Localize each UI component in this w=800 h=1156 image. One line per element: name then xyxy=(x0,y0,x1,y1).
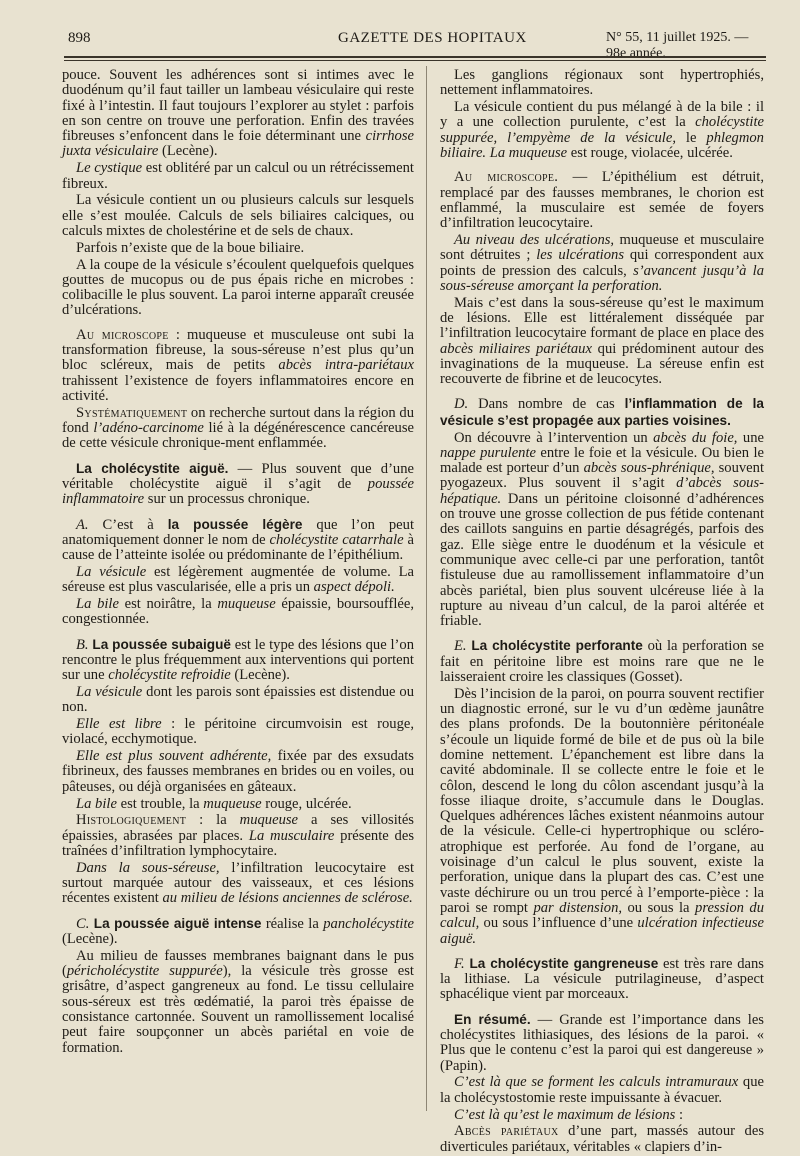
text-run: l’infiltration leucocytaire est surtout marquée autour des vaisseaux, et ces lésions récentes existent xyxy=(62,859,414,907)
text-run: Au niveau des ulcérations, xyxy=(454,231,615,248)
text-run: Mais c’est dans la sous-séreuse qu’est le maximum de lésions. Elle est littéralement disséquée par l’infiltration leucocytaire formant de place en place des xyxy=(440,294,764,342)
paragraph xyxy=(62,916,414,948)
text-run: une xyxy=(737,429,764,446)
text-run: d’abcès sous-hépatique. xyxy=(440,475,764,507)
text-run: (Lecène). xyxy=(230,667,290,684)
text-run: Parfois n’existe que de la boue biliaire. xyxy=(76,239,305,256)
paragraph xyxy=(440,1075,764,1106)
right-column xyxy=(440,68,764,1156)
header-rule-thin xyxy=(64,60,766,61)
text-run: F. xyxy=(454,955,465,972)
text-run: cirrhose juxta vésiculaire xyxy=(62,128,414,160)
paragraph xyxy=(62,258,414,319)
text-run: Dès l’incision de la paroi, on pourra souvent rectifier un diagnostic erroné, sur le vu d’un œdème jaunâtre des plans profonds. De la boutonnière péritonéale s’écoule un liquide formé de bile et de pus où la bile domine nettement. L’épanchement est libre dans la cavité abdominale. Il se collecte entre le foie et le côlon, descend le long du côlon ascendant jusqu’à la fosse iliaque droite, s’accumule dans le Douglas. Quelques adhérences lâches existent néanmoins autour de la vésicule. Celle-ci hypertrophique ou scléro-atrophique est perforée. Au fond de l’organe, au voisinage d’un calcul le plus souvent, existe la perforation, unique dans la plupart des cas. C’est une vaste déchirure ou un trou percé à l’emporte-pièce : la paroi se rompt xyxy=(440,685,764,916)
text-run: la poussée légère xyxy=(167,516,303,532)
text-run: On découvre à l’intervention un xyxy=(454,429,654,446)
text-run: est légèrement augmentée de volume. La séreuse est plus vascularisée, elle a pris un xyxy=(62,563,414,596)
paragraph xyxy=(440,638,764,685)
text-run: l’adéno-carcinome xyxy=(93,420,204,437)
header-rule xyxy=(64,56,766,58)
paragraph xyxy=(62,517,414,564)
text-run: trahissent l’existence de foyers inflammatoires encore en activité. xyxy=(62,372,414,404)
text-run: sur un processus chronique. xyxy=(144,491,310,508)
text-run: Abcès pariétaux xyxy=(454,1123,559,1140)
text-run: Le cystique xyxy=(76,160,143,177)
text-run: La cholécystite perforante xyxy=(471,638,643,654)
text-run: péricholécystite suppurée xyxy=(66,963,223,980)
text-run: muqueuse xyxy=(203,795,262,812)
text-run: : le péritoine circumvoisin est rouge, violacé, ecchymotique. xyxy=(62,716,415,748)
text-run: s’avancent jusqu’à la sous-séreuse amorçant la perforation. xyxy=(440,262,764,294)
text-run: (Lecène). xyxy=(62,930,118,947)
paragraph xyxy=(62,813,414,859)
text-run: muqueuse et musculaire sont détruites ; xyxy=(440,231,764,264)
text-run: . — L’épithélium est détruit, remplacé par des fausses membranes, le chorion est enflammé, la musculaire est semée de foyers d’infiltration leucocytaire. xyxy=(440,169,765,232)
text-run: cholécystite catarrhale xyxy=(269,531,404,548)
text-run: La cholécystite gangreneuse xyxy=(469,955,659,971)
text-run: La poussée subaiguë xyxy=(92,636,231,652)
text-run: abcès du foie, xyxy=(653,429,738,446)
paragraph xyxy=(62,193,414,239)
paragraph xyxy=(62,749,414,795)
text-run: pancholécystite xyxy=(323,915,414,932)
text-run: La cholécystite aiguë. xyxy=(76,460,229,476)
text-run: Dans un péritoine cloisonné d’adhérences on trouve une grosse collection de pus fétide contenant des caillots sanguins en partie désagrégés, parfois des gaz. Elle siège entre le duodénum et la vésicule et communique avec celle-ci par une perforation, tantôt fistuleuse due au ramollissement inflammatoire d’un abcès pariétal, bien plus souvent ulcéreuse liée à la rupture au niveau d’un calcul, de la paroi altérée et friable. xyxy=(440,490,764,630)
text-run: C. xyxy=(76,915,90,932)
text-run: muqueuse xyxy=(239,812,299,829)
text-run: La vésicule contient du pus mélangé à de la bile : il y a une collection purulente, c’est la xyxy=(440,99,764,131)
text-run: La vésicule contient un ou plusieurs calculs sur lesquels elle s’est moulée. Calculs de sels biliaires calciques, ou calculs mixtes de cholestérine et de sels de chaux. xyxy=(62,192,414,239)
paragraph xyxy=(62,68,414,160)
paragraph xyxy=(440,687,764,947)
text-run: C’est là qu’est le maximum de lésions xyxy=(454,1106,676,1123)
text-run: rouge, ulcérée. xyxy=(261,795,352,812)
paragraph xyxy=(62,597,414,628)
text-run: a ses villosités épaissies, abrasées par places. xyxy=(62,812,414,844)
text-run: Systématiquement xyxy=(76,404,188,421)
text-run: est oblitéré par un calcul ou un rétrécissement fibreux. xyxy=(62,160,414,192)
paragraph xyxy=(62,685,414,716)
text-run: muqueuse xyxy=(217,596,276,612)
paragraph xyxy=(440,1108,764,1123)
text-run: que la cholécystostomie reste impuissante à évacuer. xyxy=(440,1074,764,1106)
text-run: souvent pyogazeux. Plus souvent il s’agit xyxy=(440,460,764,492)
paragraph xyxy=(62,241,414,256)
text-run: dont les parois sont épaissies est distendue ou non. xyxy=(62,683,414,716)
text-run: réalise la xyxy=(261,915,324,932)
text-run: est trouble, la xyxy=(116,795,204,812)
text-run: : xyxy=(675,1106,684,1123)
text-run: Au milieu de fausses membranes baignant dans le pus ( xyxy=(62,947,414,980)
text-run: A. xyxy=(76,516,89,533)
text-run: l’inflammation de la vésicule s’est propagée aux parties voisines. xyxy=(440,396,764,428)
text-run: aspect dépoli. xyxy=(313,579,395,596)
paragraph xyxy=(440,1124,764,1155)
text-run: abcès intra-pariétaux xyxy=(278,357,414,374)
text-run: nappe purulente xyxy=(440,444,536,461)
page-header xyxy=(68,30,768,61)
text-run: d’une part, massés autour des diverticules pariétaux, véritables « clapiers d’in- xyxy=(440,1123,764,1155)
paragraph xyxy=(440,1012,764,1074)
text-run: Les ganglions régionaux sont hypertrophiés, nettement inflammatoires. xyxy=(440,67,764,99)
text-run: est noirâtre, la xyxy=(118,596,218,612)
text-run: abcès sous-phrénique, xyxy=(583,460,715,477)
text-run: B. xyxy=(76,636,89,653)
paragraph xyxy=(62,637,414,684)
text-run: on recherche surtout dans la région du fond xyxy=(62,404,414,437)
paragraph xyxy=(440,68,764,99)
text-run: La bile xyxy=(76,795,117,812)
paragraph xyxy=(62,161,414,192)
text-run: : la xyxy=(186,812,240,829)
text-run: A la coupe de la vésicule s’écoulent quelquefois quelques gouttes de mucopus ou de pus épais riche en microbes : colibacille le plus souvent. La paroi interne apparaît creusée d’ulcérations. xyxy=(62,256,414,319)
text-run: ), la vésicule très grosse est grisâtre, d’aspect gangreneux au fond. Le tissu cellulaire sous-séreux est très œdématié, la paroi très épaisse de consistance cartonnée. Souvent un ramollissement localisé peut faire soupçonner un abcès pariétal en voie de formation. xyxy=(62,963,414,1056)
text-run: — Plus souvent que d’une véritable cholécystite aiguë il s’agit de xyxy=(62,460,414,492)
text-run: ou sous l’influence d’une xyxy=(479,915,638,932)
issue-info: N° 55, 11 juillet 1925. — 98e année. xyxy=(606,30,749,61)
text-run xyxy=(497,130,507,146)
paragraph xyxy=(440,233,764,294)
paragraph xyxy=(62,565,414,596)
text-run: pression du calcul, xyxy=(440,899,765,932)
text-run: cholécystite suppurée, xyxy=(440,114,764,146)
text-run: E. xyxy=(454,638,467,655)
text-run: Histologiquement xyxy=(76,812,187,829)
text-run: La vésicule xyxy=(76,683,143,700)
text-run: Au microscope xyxy=(454,169,555,186)
paragraph xyxy=(62,949,414,1056)
paragraph xyxy=(440,956,764,1003)
paragraph xyxy=(62,861,414,907)
text-run: épaissie, boursoufflée, congestionnée. xyxy=(62,596,414,628)
text-run: que l’on peut anatomiquement donner le nom de xyxy=(62,516,415,548)
text-run: qui correspondent aux points de pression des calculs, xyxy=(440,247,764,279)
text-run: Elle est plus souvent adhérente, xyxy=(76,748,272,765)
text-run: — Grande est l’importance dans les cholécystites lithiasiques, des lésions de la paroi. « Plus que le contenu c’est la paroi qui est dangereuse » (Papin). xyxy=(440,1011,764,1074)
text-run: : muqueuse et musculeuse ont subi la transformation fibreuse, la sous-séreuse n’est plus qu’un bloc scléreux, mais de petits xyxy=(62,326,414,374)
text-run: qui prédominent autour des invaginations de la muqueuse. La séreuse enfin est recouverte de fibrine et de leucocytes. xyxy=(440,340,764,388)
text-run: les ulcérations xyxy=(536,247,624,264)
text-run: (Lecène). xyxy=(158,143,218,160)
text-run: au milieu de lésions anciennes de sclérose. xyxy=(162,890,413,907)
text-run: abcès miliaires pariétaux xyxy=(440,340,592,357)
text-run: En résumé. xyxy=(454,1011,531,1027)
column-separator xyxy=(426,66,427,1111)
text-run: lié à la dégénérescence cancéreuse de cette vésicule chronique-ment enflammée. xyxy=(62,420,414,452)
text-run: D. xyxy=(454,396,469,413)
paragraph xyxy=(440,396,764,429)
text-run: fixée par des exsudats fibrineux, des fausses membranes en brides ou en voiles, ou pâteuses, ou déjà organisées en gâteaux. xyxy=(62,748,414,795)
text-run: ulcération infectieuse aiguë. xyxy=(440,915,764,947)
text-run: entre le foie et la vésicule. Ou bien le malade est porteur d’un xyxy=(440,444,764,477)
paragraph xyxy=(440,100,764,161)
text-run: La vésicule xyxy=(76,563,147,580)
text-run: Dans la sous-séreuse, xyxy=(76,859,220,876)
text-run: par distension, xyxy=(533,899,623,916)
text-run: La musculaire xyxy=(248,827,335,844)
paragraph xyxy=(440,431,764,630)
text-run: présente des traînées d’infiltration lymphocytaire. xyxy=(62,827,415,859)
text-run: où la perforation se fait en péritoine libre est moins rare que ne le laisseraient croire les classiques (Gosset). xyxy=(440,638,765,685)
paragraph xyxy=(62,797,414,812)
paragraph xyxy=(62,717,414,748)
text-run: poussée inflammatoire xyxy=(62,475,414,508)
paragraph xyxy=(62,461,414,508)
paragraph xyxy=(440,170,764,231)
text-run: pouce. Souvent les adhérences sont si intimes avec le duodénum qu’il faut tailler un lambeau vésiculaire qui reste fixé à l’intestin. Il faut toujours l’explorer au stylet : parfois en son centre on trouve une perforation. Enfin des travées fibreuses s’enfoncent dans le foie déterminant une xyxy=(62,67,414,145)
text-run: Elle est libre xyxy=(76,716,162,733)
paragraph xyxy=(62,406,414,452)
text-run: Au microscope xyxy=(76,326,169,343)
left-column xyxy=(62,68,414,1057)
text-run: cholécystite refroidie xyxy=(108,667,231,684)
text-run: est très rare dans la lithiase. La vésicule putrilagineuse, d’aspect sphacélique vient par morceaux. xyxy=(440,955,764,1003)
journal-title: GAZETTE DES HOPITAUX xyxy=(338,30,527,46)
text-run: ou sous la xyxy=(622,899,696,916)
text-run: est rouge, violacée, ulcérée. xyxy=(567,144,733,161)
text-run: C’est à xyxy=(88,516,168,533)
text-run: Dans nombre de cas xyxy=(468,396,625,413)
text-run: est le type des lésions que l’on rencontre le plus fréquemment aux interventions qui portent sur une xyxy=(62,636,415,684)
paragraph xyxy=(440,296,764,388)
text-run: à cause de l’atteinte isolée ou prédominante de l’épithélium. xyxy=(62,531,414,564)
text-run: le xyxy=(675,129,707,146)
text-run: La bile xyxy=(76,596,119,612)
text-run: C’est là que se forment les calculs intramuraux xyxy=(454,1074,739,1091)
paragraph xyxy=(62,328,414,404)
text-run: l’empyème de la vésicule, xyxy=(507,129,676,146)
text-run: La poussée aiguë intense xyxy=(93,915,262,931)
page-number: 898 xyxy=(68,30,91,46)
text-run: phlegmon biliaire. La muqueuse xyxy=(440,129,764,161)
